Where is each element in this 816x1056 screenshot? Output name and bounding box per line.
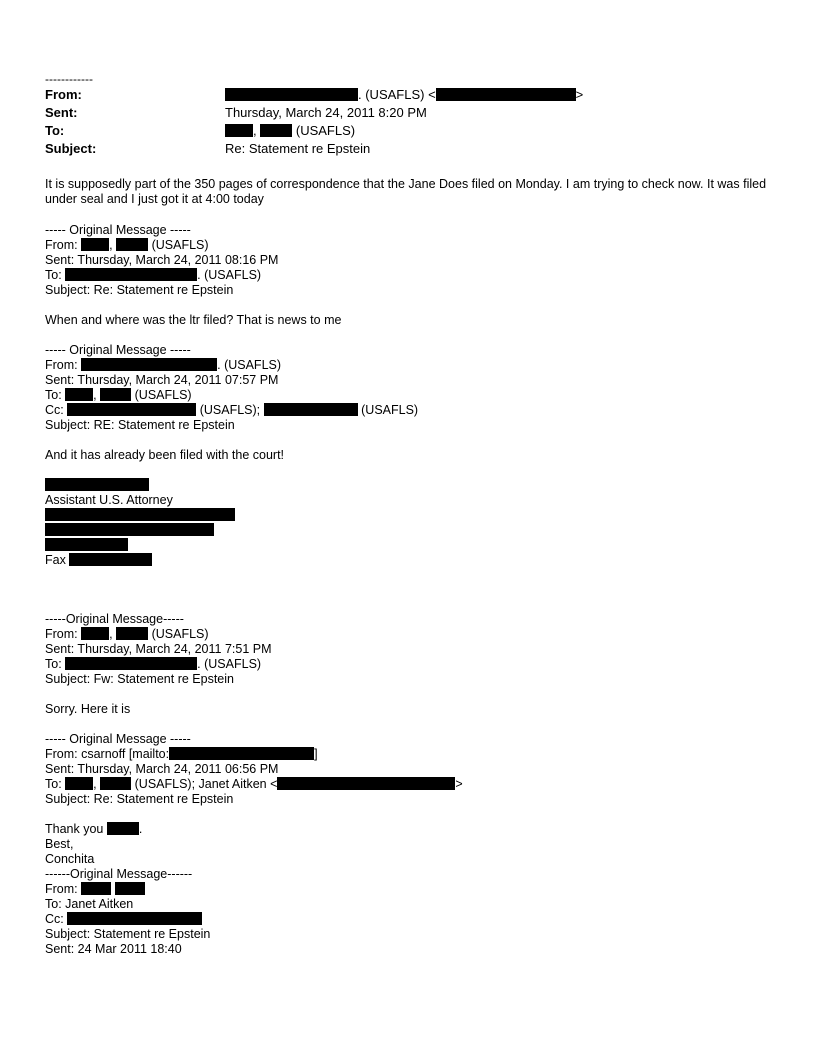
msg5-cc-line: Cc:: [45, 912, 785, 927]
msg3-to-line: To: . (USAFLS): [45, 657, 262, 671]
redaction-block: [116, 238, 148, 251]
msg3-from-line: From: , (USAFLS): [45, 627, 209, 641]
msg4-to-line: To: , (USAFLS); Janet Aitken < >: [45, 777, 463, 791]
signature-line: [45, 538, 785, 553]
to-value: , (USAFLS): [225, 122, 355, 140]
signature-line: [45, 523, 785, 538]
from-label: From:: [45, 87, 82, 102]
signature-line: [45, 508, 785, 523]
redaction-block: [45, 478, 149, 491]
separator-line: ------------: [45, 72, 93, 86]
header-subject-row: [45, 140, 785, 158]
msg5-from-line: From:: [45, 882, 785, 897]
subject-value: Re: Statement re Epstein: [225, 141, 371, 156]
redaction-block: [81, 238, 109, 251]
original-message-marker: ----- Original Message -----: [45, 732, 191, 746]
redaction-block: [65, 657, 197, 670]
body-paragraph: It is supposedly part of the 350 pages of correspondence that the Jane Does filed on Monday. I am trying to check now. It was filed under seal and I just got it at 4:00 today: [45, 177, 767, 206]
from-value: . (USAFLS) < >: [225, 86, 583, 104]
signature-title: Assistant U.S. Attorney: [45, 493, 173, 507]
redaction-block: [67, 403, 196, 416]
msg1-body: When and where was the ltr filed? That is news to me: [45, 313, 342, 327]
signature-name: [45, 478, 785, 493]
original-message-marker: -----Original Message-----: [45, 612, 184, 626]
msg5-to-line: To: Janet Aitken: [45, 897, 134, 911]
redaction-block: [115, 882, 145, 895]
quoted-message-5: [45, 867, 785, 957]
redaction-block: [81, 627, 109, 640]
msg4-best: Best,: [45, 837, 74, 851]
email-header: [45, 86, 785, 158]
redaction-block: [45, 538, 128, 551]
signature-fax: Fax: [45, 553, 785, 568]
redaction-block: [65, 777, 93, 790]
redaction-block: [277, 777, 455, 790]
redaction-block: [116, 627, 148, 640]
sent-value: Thursday, March 24, 2011 8:20 PM: [225, 105, 427, 120]
msg1-subject-line: Subject: Re: Statement re Epstein: [45, 283, 234, 297]
redaction-block: [264, 403, 358, 416]
msg4-sent-line: Sent: Thursday, March 24, 2011 06:56 PM: [45, 762, 279, 776]
redaction-block: [69, 553, 152, 566]
msg4-from-line: From: csarnoff [mailto: ]: [45, 747, 318, 761]
msg1-sent-line: Sent: Thursday, March 24, 2011 08:16 PM: [45, 253, 279, 267]
quoted-message-1: [45, 223, 785, 328]
redaction-block: [225, 124, 253, 137]
redaction-block: [81, 358, 217, 371]
to-label: To:: [45, 123, 65, 138]
email-document: [45, 72, 785, 957]
msg1-from-line: From: , (USAFLS): [45, 238, 209, 252]
email-body: [45, 158, 785, 957]
msg2-to-line: To: , (USAFLS): [45, 388, 192, 402]
redaction-block: [81, 882, 111, 895]
msg2-sent-line: Sent: Thursday, March 24, 2011 07:57 PM: [45, 373, 279, 387]
msg3-subject-line: Subject: Fw: Statement re Epstein: [45, 672, 234, 686]
redaction-block: [45, 523, 214, 536]
redaction-block: [100, 777, 131, 790]
msg2-from-line: From: . (USAFLS): [45, 358, 282, 372]
sent-label: Sent:: [45, 105, 78, 120]
msg2-body: And it has already been filed with the court!: [45, 448, 285, 462]
msg4-name: Conchita: [45, 852, 95, 866]
quoted-message-2: [45, 343, 785, 568]
msg4-subject-line: Subject: Re: Statement re Epstein: [45, 792, 234, 806]
redaction-block: [65, 268, 197, 281]
redaction-block: [67, 912, 202, 925]
redaction-block: [65, 388, 93, 401]
redaction-block: [260, 124, 292, 137]
msg2-subject-line: Subject: RE: Statement re Epstein: [45, 418, 235, 432]
redaction-block: [436, 88, 576, 101]
msg5-subject-line: Subject: Statement re Epstein: [45, 927, 211, 941]
quoted-message-3: [45, 612, 785, 717]
msg3-sent-line: Sent: Thursday, March 24, 2011 7:51 PM: [45, 642, 272, 656]
msg5-sent-line: Sent: 24 Mar 2011 18:40: [45, 942, 182, 956]
header-to-row: [45, 122, 785, 140]
msg3-body: Sorry. Here it is: [45, 702, 131, 716]
original-message-marker: ----- Original Message -----: [45, 223, 191, 237]
msg2-cc-line: Cc: (USAFLS); (USAFLS): [45, 403, 419, 417]
header-sent-row: [45, 104, 785, 122]
msg1-to-line: To: . (USAFLS): [45, 268, 262, 282]
quoted-message-4: [45, 732, 785, 867]
redaction-block: [45, 508, 235, 521]
redaction-block: [225, 88, 358, 101]
header-from-row: [45, 86, 785, 104]
subject-label: Subject:: [45, 141, 97, 156]
original-message-marker: ----- Original Message -----: [45, 343, 191, 357]
msg4-thank-you: Thank you .: [45, 822, 143, 836]
original-message-marker: ------Original Message------: [45, 867, 193, 881]
redaction-block: [169, 747, 314, 760]
redaction-block: [100, 388, 131, 401]
redaction-block: [107, 822, 139, 835]
